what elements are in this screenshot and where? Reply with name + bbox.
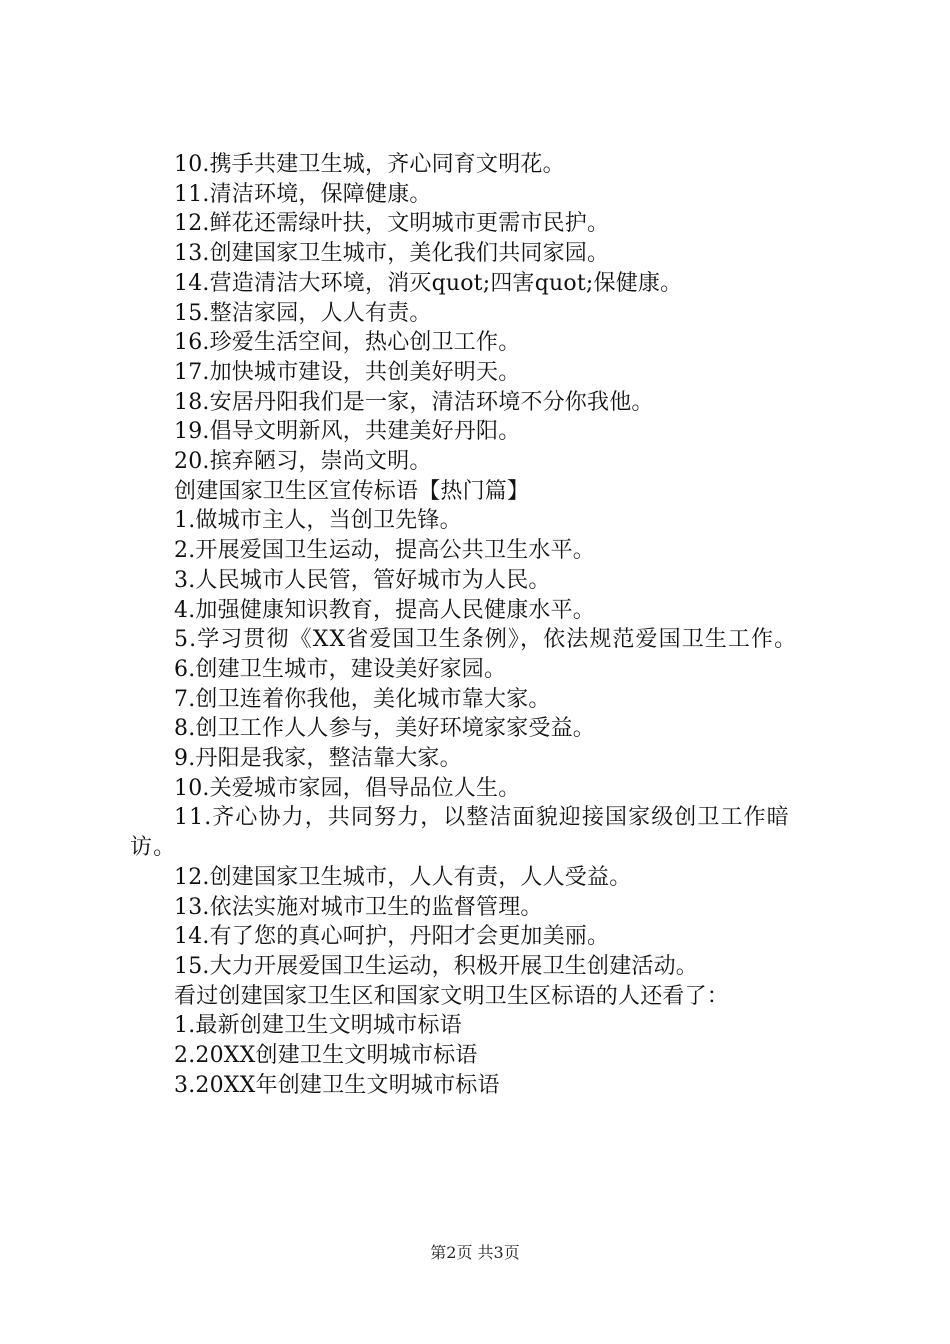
text-line: 13.依法实施对城市卫生的监督管理。 — [174, 894, 543, 920]
text-line: 9.丹阳是我家，整洁靠大家。 — [174, 746, 462, 772]
text-line: 7.创卫连着你我他，美化城市靠大家。 — [174, 686, 551, 712]
text-line: 12.创建国家卫生城市，人人有责，人人受益。 — [174, 864, 632, 890]
related-link[interactable]: 1.最新创建卫生文明城市标语 — [174, 1013, 462, 1039]
text-line: 14.营造清洁大环境，消灭quot;四害quot;保健康。 — [174, 270, 683, 296]
text-line: 10.关爱城市家园，倡导品位人生。 — [174, 775, 521, 801]
text-line: 1.做城市主人，当创卫先锋。 — [174, 508, 462, 534]
text-line: 11.齐心协力，共同努力，以整洁面貌迎接国家级创卫工作暗访。 — [130, 805, 790, 861]
text-line: 8.创卫工作人人参与，美好环境家家受益。 — [174, 716, 595, 742]
document-body — [130, 150, 830, 1101]
text-line: 2.开展爱国卫生运动，提高公共卫生水平。 — [174, 538, 595, 564]
text-line: 16.珍爱生活空间，热心创卫工作。 — [174, 330, 521, 356]
text-line: 15.整洁家园，人人有责。 — [174, 300, 432, 326]
text-line: 14.有了您的真心呵护，丹阳才会更加美丽。 — [174, 924, 610, 950]
text-line: 20.摈弃陋习，崇尚文明。 — [174, 449, 432, 475]
text-line: 10.携手共建卫生城，齐心同育文明花。 — [174, 152, 565, 177]
text-line: 13.创建国家卫生城市，美化我们共同家园。 — [174, 241, 610, 267]
text-line: 3.人民城市人民管，管好城市为人民。 — [174, 567, 551, 593]
text-line: 19.倡导文明新风，共建美好丹阳。 — [174, 419, 521, 445]
text-line: 12.鲜花还需绿叶扶，文明城市更需市民护。 — [174, 211, 610, 237]
text-line: 6.创建卫生城市，建设美好家园。 — [174, 656, 507, 682]
text-line: 15.大力开展爱国卫生运动，积极开展卫生创建活动。 — [174, 953, 698, 979]
related-link[interactable]: 2.20XX创建卫生文明城市标语 — [174, 1043, 478, 1069]
page-number: 第2页 共3页 — [430, 1243, 520, 1262]
text-line: 18.安居丹阳我们是一家，清洁环境不分你我他。 — [174, 389, 654, 415]
text-line: 11.清洁环境，保障健康。 — [174, 181, 432, 207]
text-line: 4.加强健康知识教育，提高人民健康水平。 — [174, 597, 595, 623]
section-heading: 创建国家卫生区宣传标语【热门篇】 — [174, 478, 530, 504]
text-line: 17.加快城市建设，共创美好明天。 — [174, 359, 521, 385]
text-line: 5.学习贯彻《XX省爱国卫生条例》，依法规范爱国卫生工作。 — [174, 627, 798, 653]
related-link[interactable]: 3.20XX年创建卫生文明城市标语 — [174, 1072, 500, 1098]
related-heading: 看过创建国家卫生区和国家文明卫生区标语的人还看了： — [174, 983, 730, 1009]
